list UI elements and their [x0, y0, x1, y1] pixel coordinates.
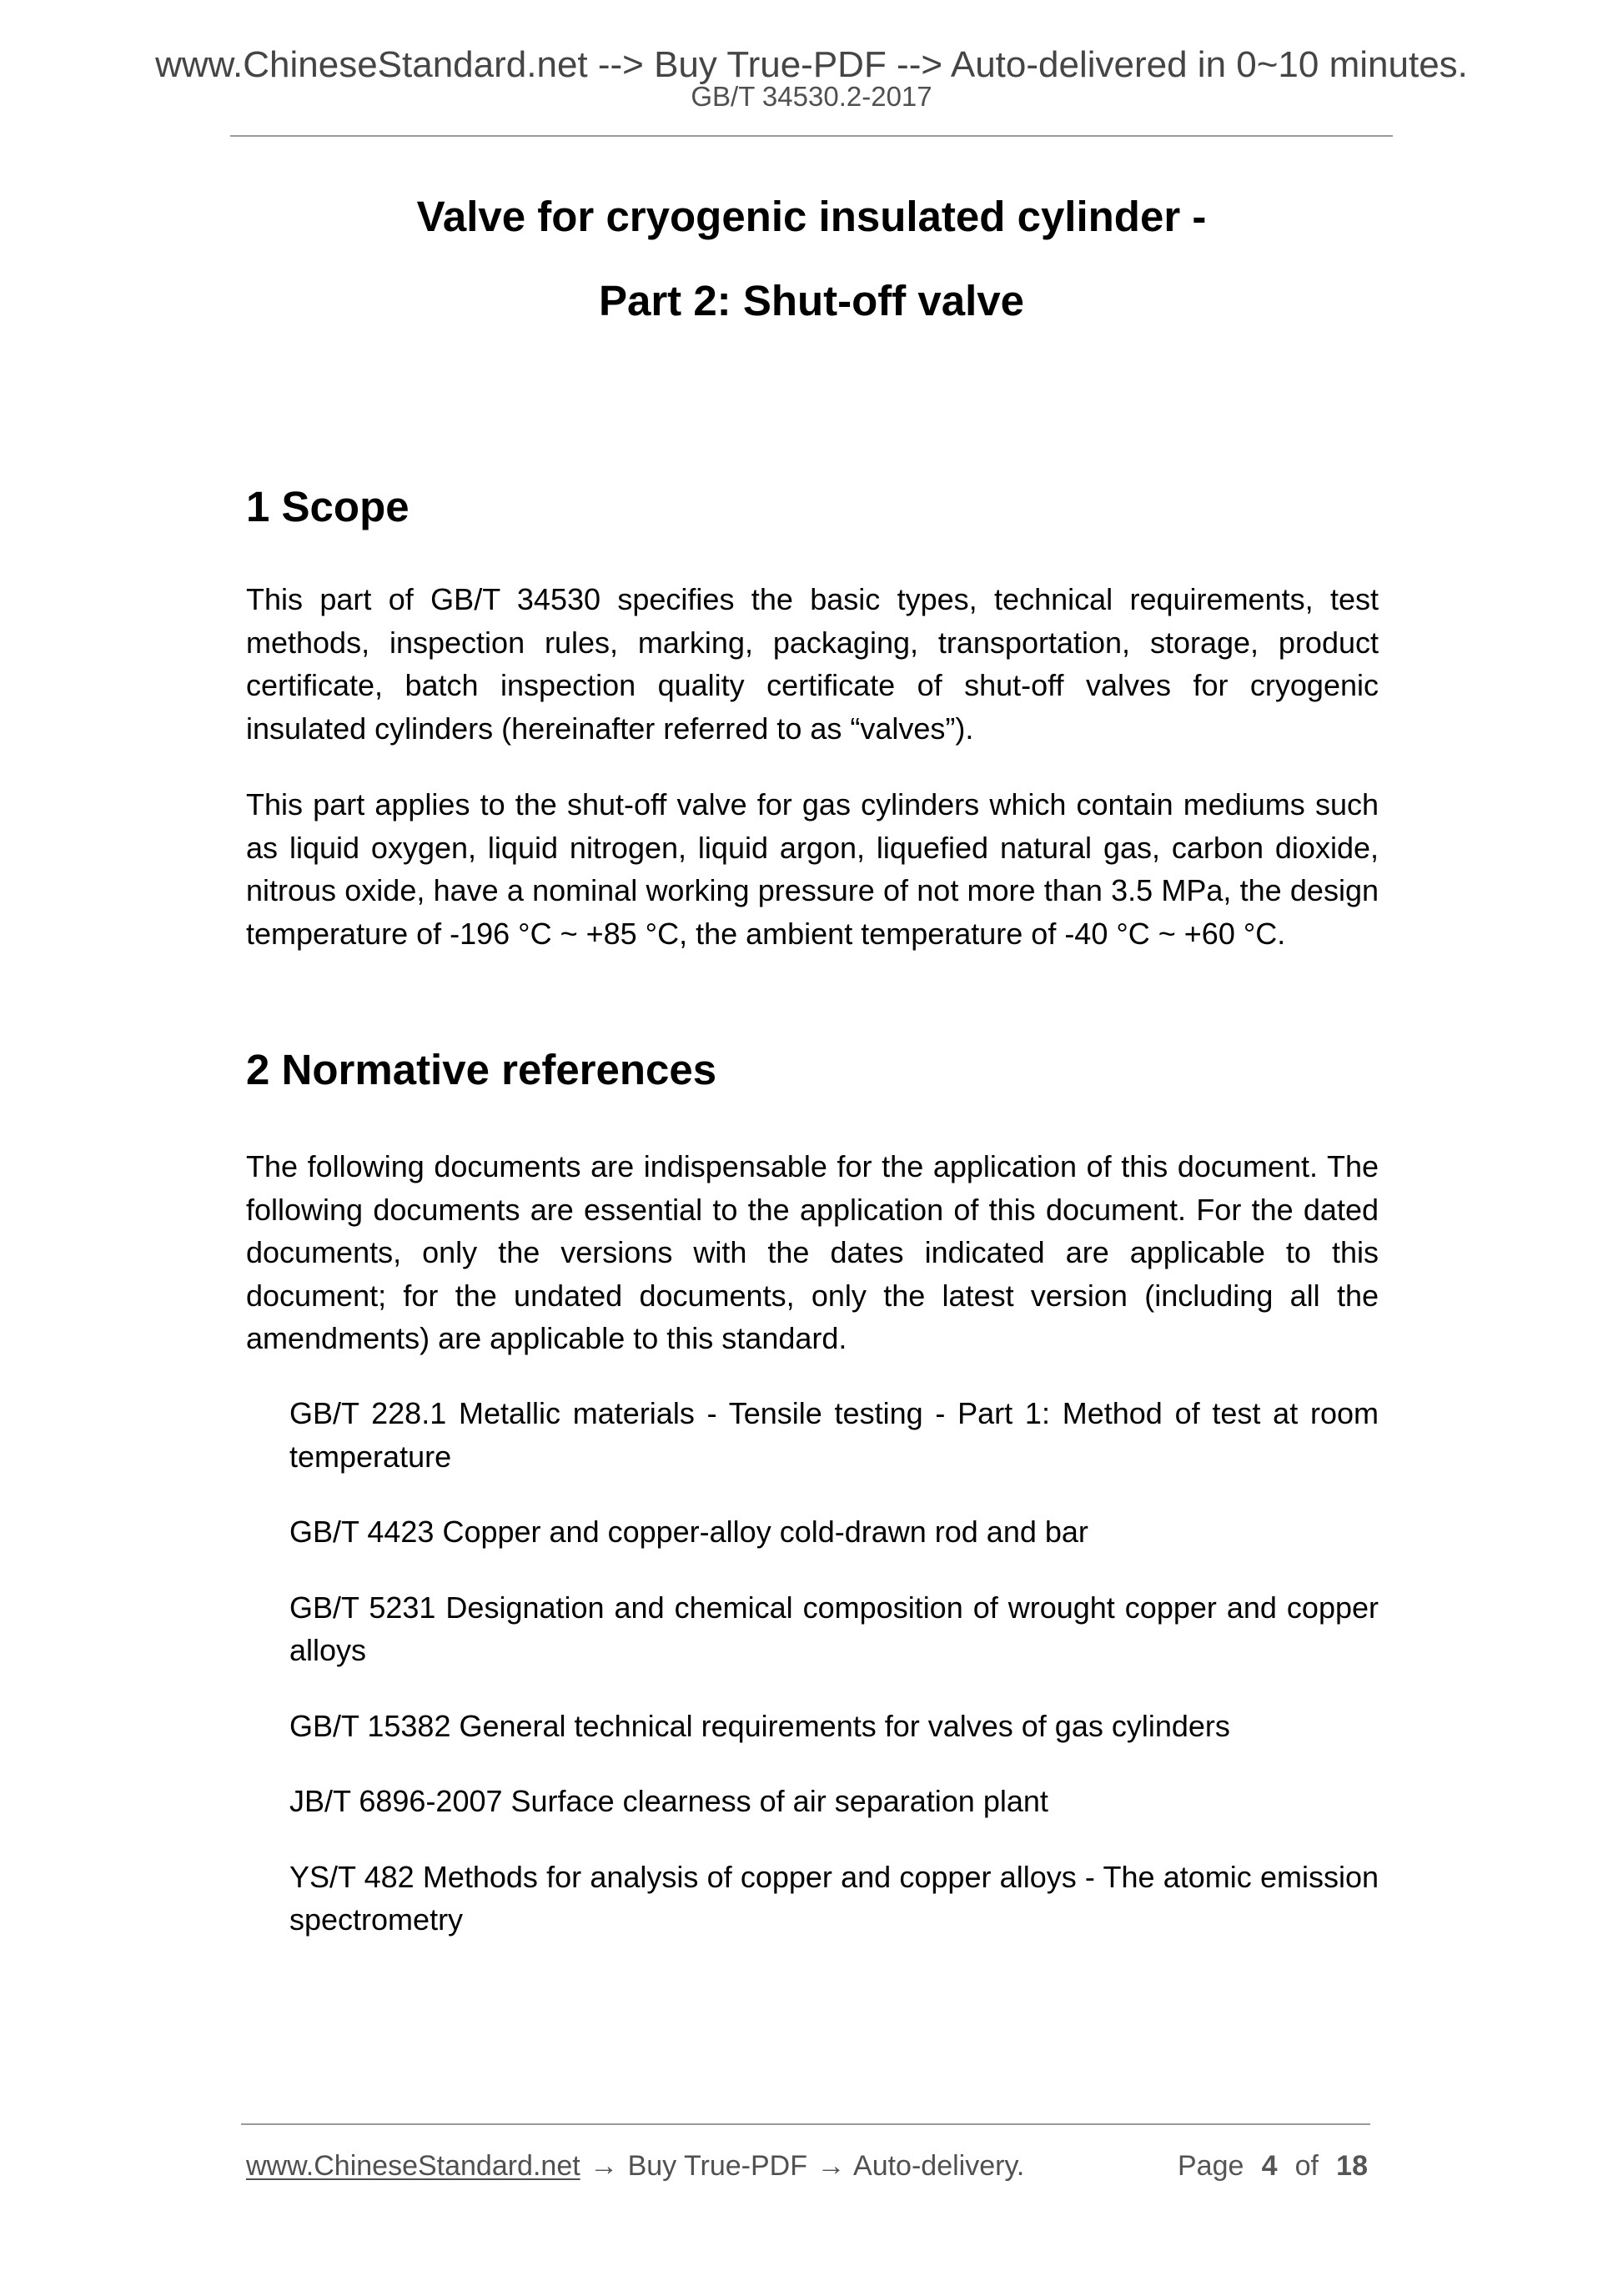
reference-item: GB/T 15382 General technical requirements for valves of gas cylinders — [289, 1708, 1230, 1743]
scope-paragraph-1: This part of GB/T 34530 specifies the basic types, technical requirements, test methods, inspection rules, marking, packaging, transportation, storage, product certificate, batch inspection quality certificate of shut-off valves for cryogenic insulated cylinders (hereinafter referred to as “valves”). — [246, 582, 1379, 746]
standard-code: GB/T 34530.2-2017 — [691, 81, 932, 112]
reference-item: GB/T 228.1 Metallic materials - Tensile testing - Part 1: Method of test at room temperature — [289, 1396, 1379, 1474]
page-label: Page — [1178, 2150, 1244, 2182]
normative-references-intro: The following documents are indispensable for the application of this document. The following documents are essential to the application of this document. For the dated documents, only the versions with the dates indicated are applicable to this document; for the undated documents, only the latest version (including all the amendments) are applicable to this standard. — [246, 1149, 1379, 1355]
scope-paragraph-2: This part applies to the shut-off valve for gas cylinders which contain mediums such as liquid oxygen, liquid nitrogen, liquid argon, liquefied natural gas, carbon dioxide, nitrous oxide, have a nominal working pressure of not more than 3.5 MPa, the design temperature of -196 °C ~ +85 °C, the ambient temperature of -40 °C ~ +60 °C. — [246, 787, 1379, 951]
footer-delivery-text: Auto-delivery. — [853, 2150, 1025, 2182]
page-total: 18 — [1336, 2150, 1368, 2182]
page-indicator — [1178, 2148, 1368, 2184]
reference-item: GB/T 4423 Copper and copper-alloy cold-drawn rod and bar — [289, 1515, 1088, 1549]
reference-item: GB/T 5231 Designation and chemical composition of wrought copper and copper alloys — [289, 1590, 1379, 1667]
footer-divider — [241, 2123, 1370, 2125]
footer-promo — [246, 2148, 1024, 2184]
page-of-label: of — [1294, 2150, 1319, 2182]
section-heading-scope: 1 Scope — [246, 483, 410, 530]
reference-item: JB/T 6896-2007 Surface clearness of air separation plant — [289, 1784, 1048, 1818]
reference-item: YS/T 482 Methods for analysis of copper and copper alloys - The atomic emission spectrometry — [289, 1859, 1379, 1937]
footer-site-link[interactable]: www.ChineseStandard.net — [246, 2150, 580, 2182]
page-current: 4 — [1261, 2150, 1278, 2182]
arrow-right-icon: → — [817, 2150, 846, 2182]
footer-buy-text: Buy True-PDF — [627, 2150, 807, 2182]
arrow-right-icon: → — [590, 2150, 619, 2182]
document-title-line1: Valve for cryogenic insulated cylinder - — [416, 193, 1207, 240]
header-banner: www.ChineseStandard.net --> Buy True-PDF --> Auto-delivered in 0~10 minutes. — [155, 44, 1468, 85]
header-divider — [230, 135, 1393, 137]
reference-list — [289, 1392, 1379, 1974]
section-heading-normative-references: 2 Normative references — [246, 1046, 717, 1093]
document-title-line2: Part 2: Shut-off valve — [598, 277, 1025, 324]
